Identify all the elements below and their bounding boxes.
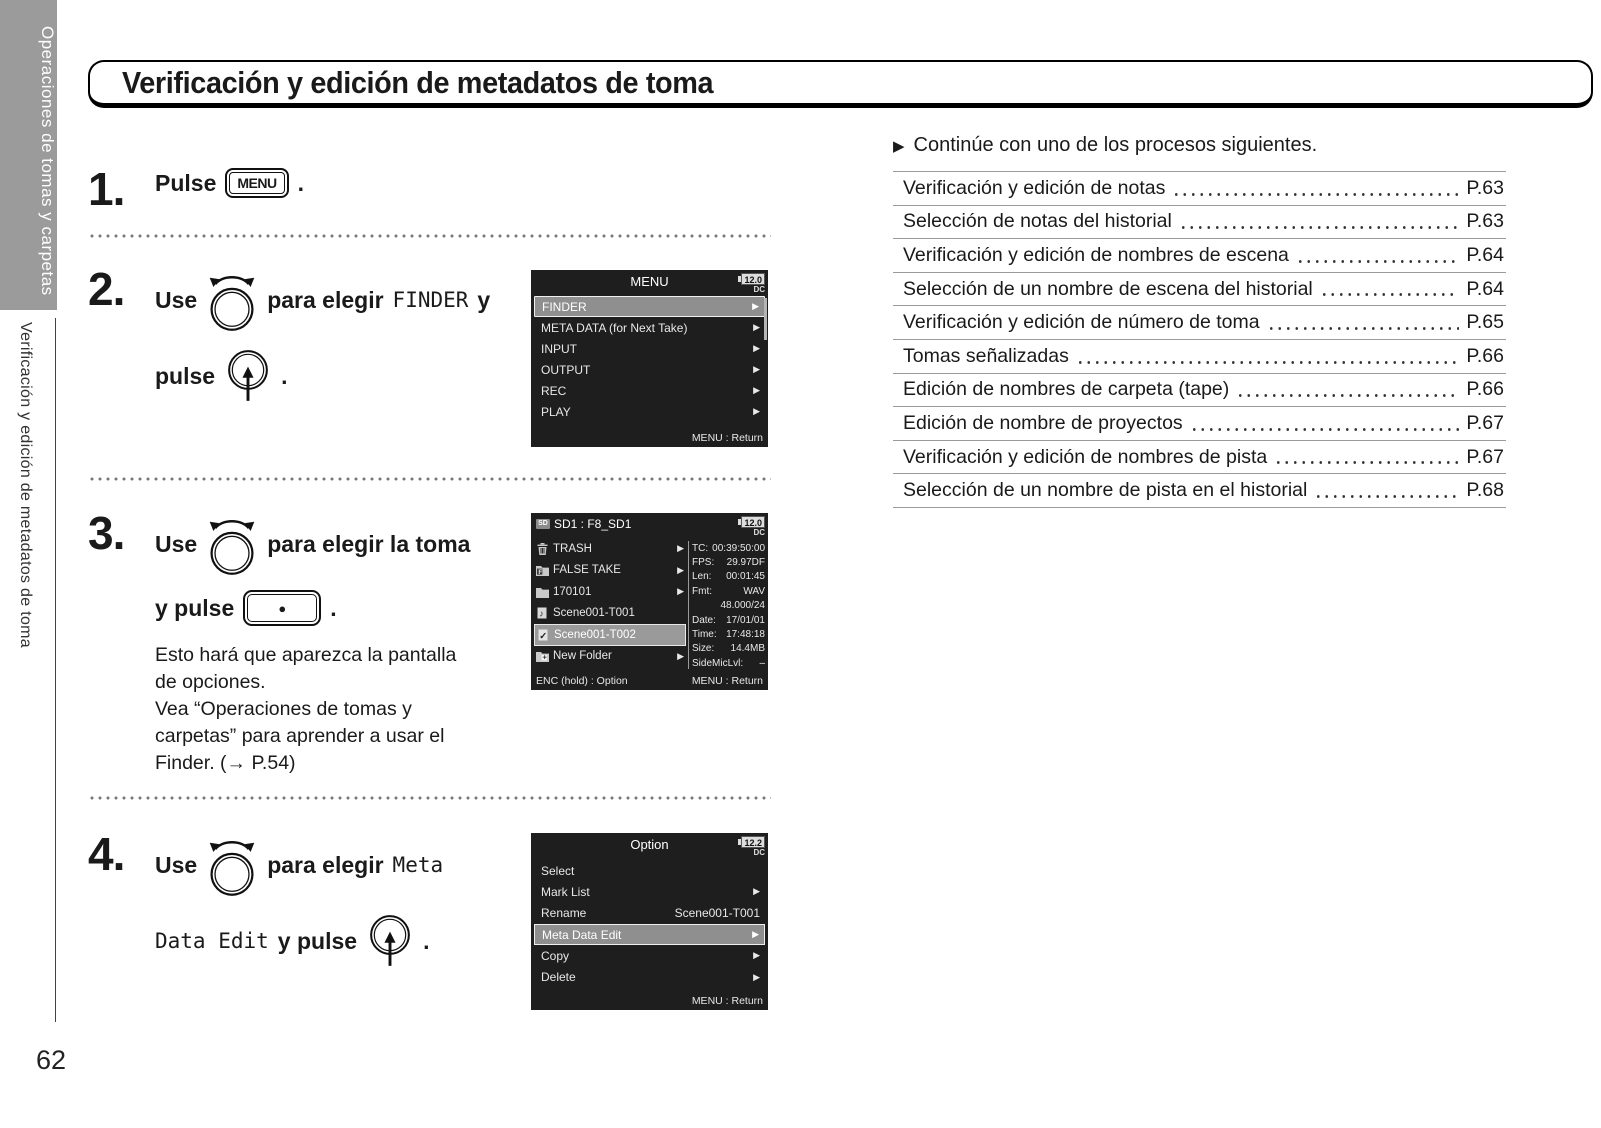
battery-level: 12.0 bbox=[741, 273, 765, 285]
toc-row[interactable]: Selección de un nombre de pista en el historial P.68 bbox=[893, 473, 1506, 507]
page-title: Verificación y edición de metadatos de toma bbox=[122, 64, 714, 100]
press-dial-icon bbox=[224, 346, 272, 406]
toc-page-ref: P.63 bbox=[1466, 176, 1504, 199]
option-item-meta-data-edit: Meta Data Edit ▶ bbox=[534, 924, 765, 945]
rename-value: Scene001-T001 bbox=[674, 906, 760, 921]
toc-page-ref: P.66 bbox=[1466, 344, 1504, 367]
record-dot-icon: ● bbox=[278, 600, 287, 616]
menu-item-finder: FINDER ▶ bbox=[534, 296, 765, 317]
take-file-icon bbox=[536, 607, 549, 619]
page-title-box bbox=[88, 60, 1593, 108]
battery-level: 12.2 bbox=[741, 836, 765, 848]
dot-leader bbox=[1314, 495, 1459, 498]
rotate-dial-icon bbox=[206, 512, 258, 576]
svg-text:+: + bbox=[542, 652, 547, 662]
finder-item-new-folder: + New Folder ▶ bbox=[534, 646, 686, 668]
arrow-right-icon: ▶ bbox=[753, 322, 760, 332]
battery-icon bbox=[738, 836, 765, 857]
finder-list bbox=[534, 538, 686, 667]
step-4-period: . bbox=[423, 927, 430, 954]
arrow-right-icon: ▶ bbox=[677, 564, 684, 575]
sidebar-section-tab bbox=[0, 0, 57, 310]
battery-icon bbox=[738, 273, 765, 294]
step-3-period: . bbox=[330, 594, 337, 621]
dotted-divider bbox=[88, 477, 771, 481]
toc-page-ref: P.68 bbox=[1466, 479, 1504, 502]
sidebar-rule bbox=[55, 318, 56, 1022]
step-1-period: . bbox=[297, 169, 304, 196]
folder-icon bbox=[536, 586, 549, 598]
step-4 bbox=[88, 828, 568, 971]
svg-text:♪: ♪ bbox=[539, 608, 544, 619]
continue-note-text: Continúe con uno de los procesos siguientes. bbox=[913, 134, 1318, 156]
dotted-divider bbox=[88, 234, 771, 238]
step-2-text-y: y bbox=[477, 286, 491, 313]
step-3-text-pulse: y pulse bbox=[155, 594, 235, 621]
finder-item-false-take: F FALSE TAKE ▶ bbox=[534, 560, 686, 582]
option-list bbox=[534, 860, 765, 988]
finder-item-take-2-selected: ✓ Scene001-T002 bbox=[534, 624, 686, 646]
screen-menu-footer: MENU : Return bbox=[691, 432, 763, 444]
toc-row[interactable]: Tomas señalizadas P.66 bbox=[893, 339, 1506, 373]
arrow-right-icon: ▶ bbox=[753, 364, 760, 374]
press-dial-icon bbox=[366, 911, 414, 971]
option-item-select: Select bbox=[541, 863, 575, 878]
toc-row[interactable]: Verificación y edición de nombres de escena P.64 bbox=[893, 238, 1506, 272]
step-3-text-elegir: para elegir la toma bbox=[267, 530, 471, 557]
option-item-mark-list: Mark List ▶ bbox=[541, 884, 760, 899]
battery-dc-label: DC bbox=[753, 285, 765, 294]
false-take-folder-icon bbox=[536, 564, 549, 576]
arrow-right-icon: ▶ bbox=[753, 886, 760, 897]
toc-page-ref: P.67 bbox=[1466, 411, 1504, 434]
battery-dc-label: DC bbox=[753, 528, 765, 537]
dot-leader bbox=[1267, 327, 1460, 330]
step-4-text-elegir: para elegir bbox=[267, 851, 384, 878]
toc-row[interactable]: Edición de nombres de carpeta (tape) P.66 bbox=[893, 373, 1506, 407]
finder-item-folder-170101: 170101 ▶ bbox=[534, 581, 686, 603]
toc-page-ref: P.64 bbox=[1466, 243, 1504, 266]
dot-leader bbox=[1236, 394, 1459, 397]
toc-row[interactable]: Verificación y edición de número de toma P.65 bbox=[893, 305, 1506, 339]
menu-item-input: INPUT ▶ bbox=[541, 341, 760, 356]
menu-key-label: MENU bbox=[229, 172, 284, 194]
option-item-rename: Rename Scene001-T001 bbox=[541, 906, 760, 921]
screen-option-footer: MENU : Return bbox=[691, 995, 763, 1007]
menu-list bbox=[534, 296, 765, 422]
toc-row[interactable]: Verificación y edición de nombres de pista P.67 bbox=[893, 440, 1506, 474]
record-key-icon bbox=[243, 590, 321, 626]
related-topics-table bbox=[893, 171, 1506, 508]
finder-item-trash: TRASH ▶ bbox=[534, 538, 686, 560]
step-2 bbox=[88, 263, 568, 406]
step-4-number: 4. bbox=[88, 828, 125, 880]
device-screen-finder bbox=[531, 513, 768, 690]
step-3-number: 3. bbox=[88, 507, 125, 559]
toc-row[interactable]: Selección de notas del historial P.63 bbox=[893, 205, 1506, 239]
step-2-text-use: Use bbox=[155, 286, 198, 313]
menu-key-icon bbox=[225, 168, 288, 198]
sidebar-section-label: Operaciones de tomas y carpetas bbox=[38, 26, 57, 296]
finder-item-take-1: ♪ Scene001-T001 bbox=[534, 603, 686, 625]
arrow-right-icon: ▶ bbox=[753, 385, 760, 395]
svg-text:✓: ✓ bbox=[539, 630, 548, 641]
arrow-right-icon: ▶ bbox=[753, 406, 760, 416]
toc-page-ref: P.63 bbox=[1466, 210, 1504, 233]
step-1-number: 1. bbox=[88, 163, 125, 215]
step-3-text-use: Use bbox=[155, 530, 198, 557]
toc-page-ref: P.66 bbox=[1466, 378, 1504, 401]
battery-level: 12.0 bbox=[741, 516, 765, 528]
dotted-divider bbox=[88, 796, 771, 800]
dot-leader bbox=[1296, 260, 1459, 263]
step-4-text-pulse: y pulse bbox=[277, 927, 358, 954]
step-2-text-pulse: pulse bbox=[155, 362, 216, 389]
step-4-code-data-edit: Data Edit bbox=[155, 929, 269, 953]
continue-note bbox=[893, 134, 1317, 157]
dot-leader bbox=[1172, 193, 1459, 196]
screen-finder-footer-right: MENU : Return bbox=[691, 675, 763, 687]
trash-icon bbox=[536, 543, 549, 555]
arrow-right-icon: ▶ bbox=[677, 543, 684, 554]
arrow-right-icon: ▶ bbox=[752, 301, 759, 311]
step-1 bbox=[88, 163, 568, 215]
arrow-right-icon: ▶ bbox=[753, 950, 760, 961]
play-bullet-icon: ▶ bbox=[893, 137, 905, 155]
arrow-right-icon: ▶ bbox=[753, 343, 760, 353]
sidebar-subsection-label: Verificación y edición de metadatos de toma bbox=[17, 322, 34, 648]
dot-leader bbox=[1179, 226, 1460, 229]
svg-text:F: F bbox=[538, 569, 543, 577]
new-folder-icon bbox=[536, 650, 549, 662]
screen-option-title: Option bbox=[630, 837, 669, 852]
scrollbar bbox=[764, 298, 767, 340]
step-2-code-finder: FINDER bbox=[392, 288, 469, 312]
device-screen-option bbox=[531, 833, 768, 1010]
take-check-icon bbox=[537, 629, 550, 641]
toc-page-ref: P.64 bbox=[1466, 277, 1504, 300]
menu-item-play: PLAY ▶ bbox=[541, 404, 760, 419]
step-2-number: 2. bbox=[88, 263, 125, 315]
step-3-note-1: Esto hará que aparezca la pantalla de opciones. bbox=[155, 644, 457, 693]
battery-dc-label: DC bbox=[753, 848, 765, 857]
dot-leader bbox=[1274, 461, 1459, 464]
menu-item-output: OUTPUT ▶ bbox=[541, 362, 760, 377]
rotate-dial-icon bbox=[206, 833, 258, 897]
arrow-right-icon: ▶ bbox=[677, 586, 684, 597]
screen-finder-title: SD1 : F8_SD1 bbox=[554, 517, 632, 531]
device-screen-menu bbox=[531, 270, 768, 447]
toc-row[interactable]: Selección de un nombre de escena del historial P.64 bbox=[893, 272, 1506, 306]
step-4-text-use: Use bbox=[155, 851, 198, 878]
dot-leader bbox=[1190, 428, 1460, 431]
toc-row[interactable]: Edición de nombre de proyectos P.67 bbox=[893, 406, 1506, 440]
step-4-code-meta: Meta bbox=[392, 853, 444, 877]
dot-leader bbox=[1320, 293, 1460, 296]
step-3-note-2: Vea “Operaciones de tomas y carpetas” para aprender a usar el Finder. (→ P.54) bbox=[155, 698, 445, 774]
step-1-text: Pulse bbox=[155, 169, 217, 196]
toc-page-ref: P.65 bbox=[1466, 311, 1504, 334]
battery-icon bbox=[738, 516, 765, 537]
screen-finder-footer-left: ENC (hold) : Option bbox=[536, 675, 628, 687]
toc-row[interactable]: Verificación y edición de notas P.63 bbox=[893, 171, 1506, 205]
sd-card-icon: SD bbox=[536, 519, 550, 529]
option-item-copy: Copy ▶ bbox=[541, 948, 760, 963]
arrow-right-icon: ▶ bbox=[677, 650, 684, 661]
arrow-right-icon: ▶ bbox=[753, 971, 760, 982]
step-2-period: . bbox=[281, 362, 288, 389]
take-info-panel: TC: 00:39:50:00 FPS: 29.97DF Len: 00:01:45 Fmt: WAV 48.000/24 Date: 17/01/01 Time: 17:48:18 Size: 14.4MB SideMicLvl: – bbox=[692, 542, 765, 669]
screen-menu-title: MENU bbox=[630, 274, 669, 289]
rotate-dial-icon bbox=[206, 268, 258, 332]
page-number: 62 bbox=[36, 1045, 67, 1075]
step-3 bbox=[88, 507, 568, 777]
arrow-right-icon: ▶ bbox=[752, 929, 759, 940]
step-2-text-elegir: para elegir bbox=[267, 286, 384, 313]
option-item-delete: Delete ▶ bbox=[541, 970, 760, 985]
menu-item-rec: REC ▶ bbox=[541, 383, 760, 398]
panel-divider bbox=[688, 541, 689, 669]
toc-page-ref: P.67 bbox=[1466, 445, 1504, 468]
dot-leader bbox=[1076, 361, 1460, 364]
menu-item-metadata: META DATA (for Next Take) ▶ bbox=[541, 320, 760, 335]
